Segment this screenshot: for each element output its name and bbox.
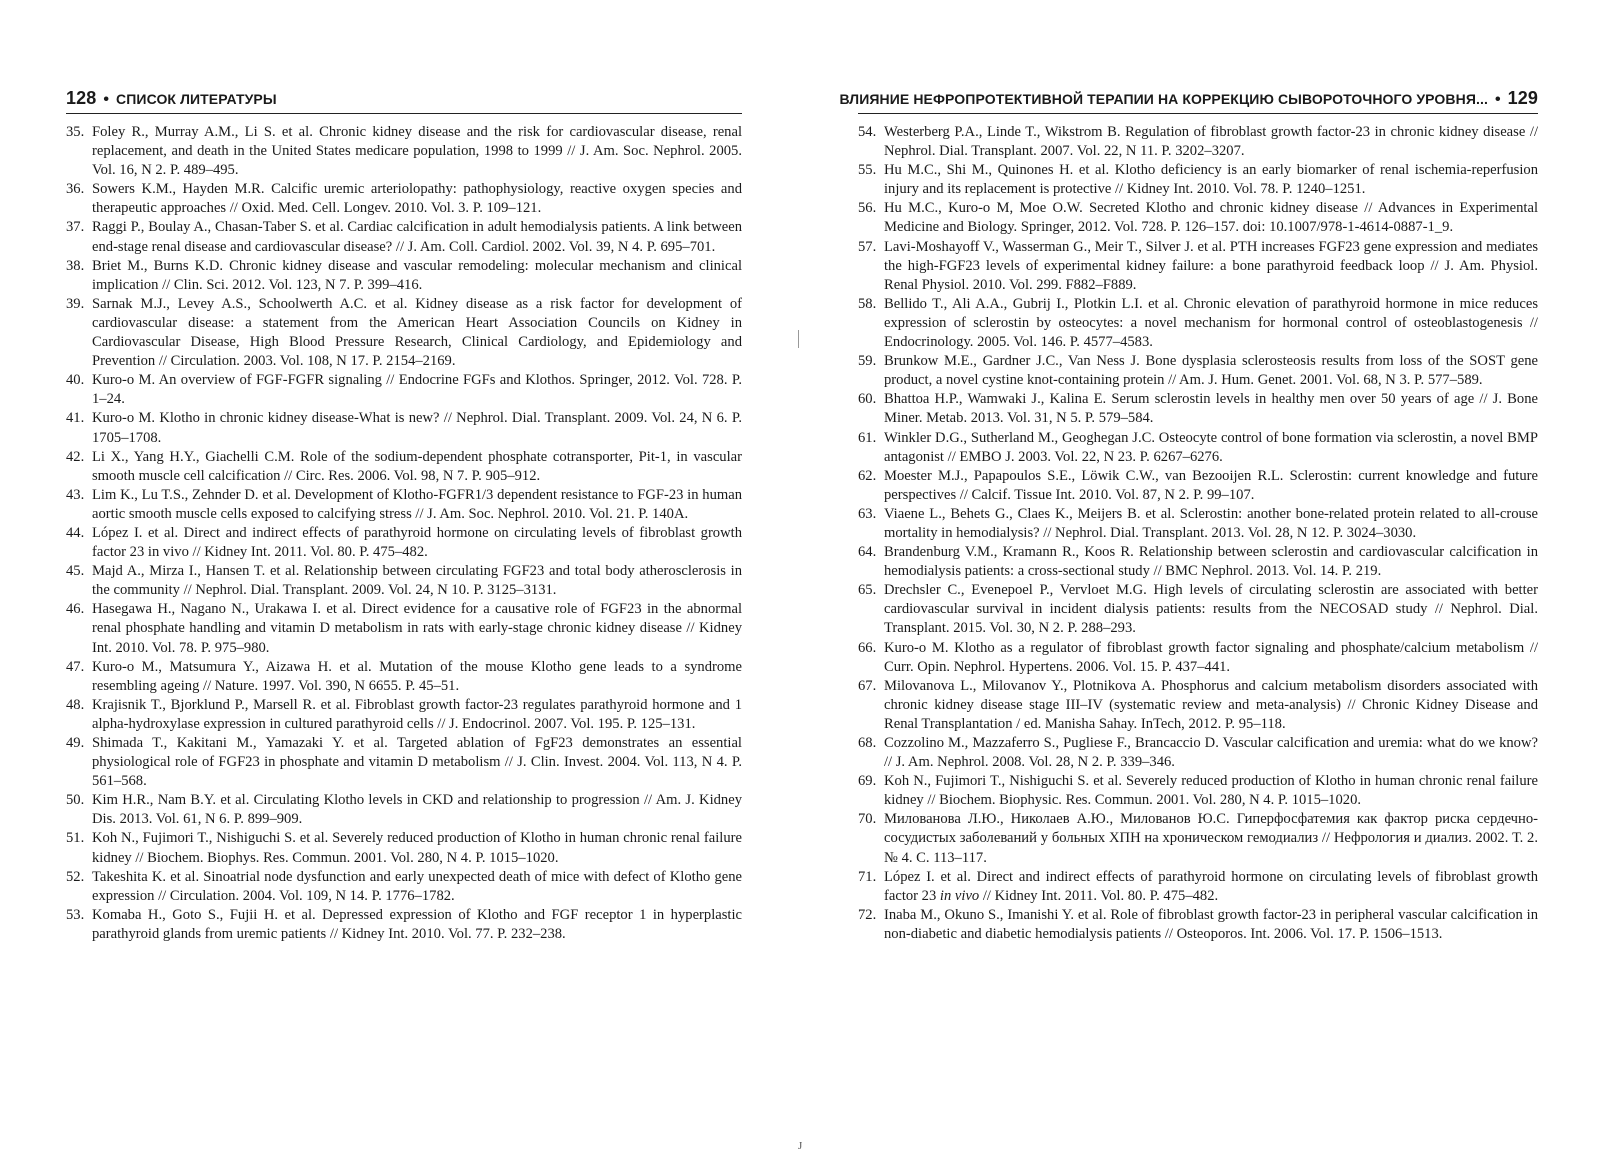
reference-number: 71. (858, 868, 877, 885)
reference-number: 41. (66, 410, 85, 427)
reference-number: 59. (858, 353, 877, 370)
reference-number: 39. (66, 295, 85, 312)
reference-text: Drechsler C., Evenepoel P., Vervloet M.G. High levels of circulating sclerostin are associated with better cardiovascular survival in incident dialysis patients: results from the NECOSAD study // Nephrol. Dial. Transplant. 2015. Vol. 30, N 2. P. 288–293. (884, 582, 1538, 637)
reference-item (858, 429, 1538, 467)
reference-number: 50. (66, 792, 85, 809)
reference-number: 44. (66, 524, 85, 541)
reference-text: Takeshita K. et al. Sinoatrial node dysfunction and early unexpected death of mice with defect of Klotho gene expression // Circulation. 2004. Vol. 109, N 14. P. 1776–1782. (92, 868, 742, 904)
reference-number: 62. (858, 467, 877, 484)
reference-text: Kuro-o M. Klotho as a regulator of fibroblast growth factor signaling and phosphate/calcium metabolism // Curr. Opin. Nephrol. Hypertens. 2006. Vol. 15. P. 437–441. (884, 639, 1538, 675)
reference-text: Cozzolino M., Mazzaferro S., Pugliese F., Brancaccio D. Vascular calcification and uremia: what do we know? // J. Am. Nephrol. 2008. Vol. 28, N 2. P. 339–346. (884, 735, 1538, 771)
reference-item (858, 581, 1538, 638)
reference-text: Komaba H., Goto S., Fujii H. et al. Depressed expression of Klotho and FGF receptor 1 in hyperplastic parathyroid glands from uremic patients // Kidney Int. 2010. Vol. 77. P. 232–238. (92, 906, 742, 942)
reference-text: Raggi P., Boulay A., Chasan-Taber S. et al. Cardiac calcification in adult hemodialysis patients. A link between end-stage renal disease and cardiovascular disease? // J. Am. Coll. Cardiol. 2002. Vol. 39, N 4. P. 695–701. (92, 219, 742, 255)
reference-item (66, 180, 742, 218)
reference-number: 40. (66, 372, 85, 389)
reference-item (858, 868, 1538, 906)
reference-item (66, 371, 742, 409)
reference-item (858, 467, 1538, 505)
reference-item (858, 734, 1538, 772)
reference-number: 43. (66, 486, 85, 503)
reference-item (66, 448, 742, 486)
reference-text: Brunkow M.E., Gardner J.C., Van Ness J. Bone dysplasia sclerosteosis results from loss of the SOST gene product, a novel cystine knot-containing protein // Am. J. Hum. Genet. 2001. Vol. 68, N 3. P. 577–589. (884, 353, 1538, 389)
right-page-header (839, 88, 1538, 114)
reference-item (858, 161, 1538, 199)
reference-number: 47. (66, 658, 85, 675)
reference-number: 54. (858, 124, 877, 140)
reference-item (858, 295, 1538, 352)
reference-item (66, 218, 742, 256)
reference-text: Kim H.R., Nam B.Y. et al. Circulating Klotho levels in CKD and relationship to progression // Am. J. Kidney Dis. 2013. Vol. 61, N 6. P. 899–909. (92, 792, 742, 828)
reference-number: 45. (66, 563, 85, 580)
reference-text-part: López I. et al. Direct and indirect effects of parathyroid hormone on circulating levels of fibroblast growth factor 23 (884, 868, 1538, 904)
reference-item (66, 734, 742, 791)
reference-number: 52. (66, 868, 85, 885)
reference-item (858, 123, 1538, 161)
reference-list-right (858, 123, 1538, 944)
reference-number: 63. (858, 505, 877, 522)
reference-text: Li X., Yang H.Y., Giachelli C.M. Role of the sodium-dependent phosphate cotransporter, Pit-1, in vascular smooth muscle cell calcification // Circ. Res. 2006. Vol. 98, N 7. P. 905–912. (92, 448, 742, 484)
reference-item (66, 524, 742, 562)
reference-number: 67. (858, 677, 877, 694)
reference-item (66, 906, 742, 944)
reference-number: 35. (66, 124, 85, 140)
reference-item (66, 123, 742, 180)
reference-text: Милованова Л.Ю., Николаев А.Ю., Милованов Ю.С. Гиперфосфатемия как фактор риска сердечно-сосудистых заболеваний у больных ХПН на хроническом гемодиализ // Нефрология и диализ. 2002. Т. 2. № 4. С. 113–117. (884, 811, 1538, 866)
reference-item (858, 677, 1538, 734)
reference-number: 60. (858, 391, 877, 408)
reference-number: 61. (858, 429, 877, 446)
reference-text (884, 868, 1538, 906)
reference-number: 36. (66, 181, 85, 198)
reference-text: Westerberg P.A., Linde T., Wikstrom B. Regulation of fibroblast growth factor-23 in chronic kidney disease // Nephrol. Dial. Transplant. 2007. Vol. 22, N 11. P. 3202–3207. (884, 124, 1538, 160)
reference-number: 42. (66, 448, 85, 465)
reference-number: 65. (858, 582, 877, 599)
reference-item (858, 352, 1538, 390)
reference-text: Kuro-o M. An overview of FGF-FGFR signaling // Endocrine FGFs and Klothos. Springer, 2012. Vol. 728. P. 1–24. (92, 372, 742, 408)
reference-text-part: // Kidney Int. 2011. Vol. 80. P. 475–482. (979, 887, 1219, 904)
reference-number: 53. (66, 906, 85, 923)
reference-item (858, 543, 1538, 581)
reference-item (66, 791, 742, 829)
reference-text: Koh N., Fujimori T., Nishiguchi S. et al. Severely reduced production of Klotho in human chronic renal failure kidney // Biochem. Biophys. Res. Commun. 2001. Vol. 280, N 4. P. 1015–1020. (92, 830, 742, 866)
reference-number: 72. (858, 906, 877, 923)
reference-number: 58. (858, 295, 877, 312)
reference-item (66, 658, 742, 696)
reference-text: Viaene L., Behets G., Claes K., Meijers B. et al. Sclerostin: another bone-related protein related to all-crouse mortality in hemodialysis? // Nephrol. Dial. Transplant. 2013. Vol. 28, N 12. P. 3024–3030. (884, 505, 1538, 541)
page-number: 129 (1507, 88, 1538, 108)
reference-item (858, 906, 1538, 944)
reference-number: 49. (66, 735, 85, 751)
reference-number: 46. (66, 601, 85, 618)
header-bullet: • (103, 91, 110, 108)
reference-item (66, 829, 742, 867)
reference-text: Briet M., Burns K.D. Chronic kidney disease and vascular remodeling: molecular mechanism and clinical implication // Clin. Sci. 2012. Vol. 123, N 7. P. 399–416. (92, 257, 742, 293)
reference-text: López I. et al. Direct and indirect effects of parathyroid hormone on circulating levels of fibroblast growth factor 23 in vivo // Kidney Int. 2011. Vol. 80. P. 475–482. (92, 524, 742, 561)
running-title: ВЛИЯНИЕ НЕФРОПРОТЕКТИВНОЙ ТЕРАПИИ НА КОРРЕКЦИЮ СЫВОРОТОЧНОГО УРОВНЯ... (839, 91, 1488, 107)
reference-text: Bhattoa H.P., Wamwaki J., Kalina E. Serum sclerostin levels in healthy men over 50 years of age // J. Bone Miner. Metab. 2013. Vol. 31, N 5. P. 579–584. (884, 391, 1538, 427)
reference-text: Winkler D.G., Sutherland M., Geoghegan J.C. Osteocyte control of bone formation via sclerostin, a novel BMP antagonist // EMBO J. 2003. Vol. 22, N 23. P. 6267–6276. (884, 429, 1538, 465)
reference-text: Sowers K.M., Hayden M.R. Calcific uremic arteriolopathy: pathophysiology, reactive oxygen species and therapeutic approaches // Oxid. Med. Cell. Longev. 2010. Vol. 3. P. 109–121. (92, 181, 742, 217)
reference-text: Koh N., Fujimori T., Nishiguchi S. et al. Severely reduced production of Klotho in human chronic renal failure kidney // Biochem. Biophysic. Res. Commun. 2001. Vol. 280, N 4. P. 1015–1020. (884, 773, 1538, 809)
reference-item (66, 562, 742, 600)
reference-number: 55. (858, 162, 877, 179)
reference-text: Moester M.J., Papapoulos S.E., Löwik C.W., van Bezooijen R.L. Sclerostin: current knowledge and future perspectives // Calcif. Tissue Int. 2010. Vol. 87, N 2. P. 99–107. (884, 467, 1538, 503)
gutter-mark (798, 330, 799, 348)
header-bullet: • (1494, 91, 1501, 108)
right-page (839, 88, 1538, 944)
reference-number: 38. (66, 257, 85, 274)
left-page-header (66, 88, 742, 114)
reference-text: Foley R., Murray A.M., Li S. et al. Chronic kidney disease and the risk for cardiovascular disease, renal replacement, and death in the United States medicare population, 1998 to 1999 // J. Am. Soc. Nephrol. 2005. Vol. 16, N 2. P. 489–495. (92, 124, 742, 179)
reference-number: 51. (66, 830, 85, 847)
page-number: 128 (66, 88, 97, 108)
reference-text: Brandenburg V.M., Kramann R., Koos R. Relationship between sclerostin and cardiovascular calcification in hemodialysis patients: a cross-sectional study // BMC Nephrol. 2013. Vol. 14. P. 219. (884, 544, 1538, 580)
reference-number: 48. (66, 696, 85, 713)
reference-item (858, 810, 1538, 867)
reference-number: 70. (858, 811, 877, 828)
reference-number: 56. (858, 200, 877, 217)
reference-item (858, 505, 1538, 543)
reference-item (66, 486, 742, 524)
reference-item (858, 772, 1538, 810)
reference-item (66, 409, 742, 447)
reference-list-left (66, 123, 742, 944)
reference-text: Shimada T., Kakitani M., Yamazaki Y. et al. Targeted ablation of FgF23 demonstrates an essential physiological role of FGF23 in phosphate and vitamin D metabolism // J. Clin. Invest. 2004. Vol. 113, N 4. P. 561–568. (92, 735, 742, 790)
left-page (66, 88, 742, 944)
reference-text: Bellido T., Ali A.A., Gubrij I., Plotkin L.I. et al. Chronic elevation of parathyroid hormone in mice reduces expression of sclerostin by osteocytes: a novel mechanism for hormonal control of osteoblastogenesis // Endocrinology. 2005. Vol. 146. P. 4577–4583. (884, 295, 1538, 351)
reference-text: Majd A., Mirza I., Hansen T. et al. Relationship between circulating FGF23 and total body atherosclerosis in the community // Nephrol. Dial. Transplant. 2009. Vol. 24, N 10. P. 3125–3131. (92, 563, 742, 599)
reference-text-italic: in vivo (939, 887, 980, 904)
reference-text: Hu M.C., Shi M., Quinones H. et al. Klotho deficiency is an early biomarker of renal ischemia-reperfusion injury and its replacement is protective // Kidney Int. 2010. Vol. 78. P. 1240–1251. (884, 162, 1538, 198)
reference-number: 37. (66, 219, 85, 236)
reference-item (858, 639, 1538, 677)
reference-text: Sarnak M.J., Levey A.S., Schoolwerth A.C. et al. Kidney disease as a risk factor for development of cardiovascular disease: a statement from the American Heart Association Councils on Kidney in Cardiovascular Disease, High Blood Pressure Research, Clinical Cardiology, and Epidemiology and Prevention // Circulation. 2003. Vol. 108, N 17. P. 2154–2169. (92, 295, 742, 370)
reference-number: 64. (858, 544, 877, 561)
reference-item (858, 238, 1538, 295)
footer-mark: J (798, 1140, 803, 1152)
reference-item (66, 257, 742, 295)
reference-text: Lim K., Lu T.S., Zehnder D. et al. Development of Klotho-FGFR1/3 dependent resistance to FGF-23 in human aortic smooth muscle cells exposed to calcifying stress // J. Am. Soc. Nephrol. 2010. Vol. 21. P. 140A. (92, 486, 742, 522)
reference-text: Kuro-o M., Matsumura Y., Aizawa H. et al. Mutation of the mouse Klotho gene leads to a syndrome resembling ageing // Nature. 1997. Vol. 390, N 6655. P. 45–51. (92, 658, 742, 694)
reference-text: Inaba M., Okuno S., Imanishi Y. et al. Role of fibroblast growth factor-23 in peripheral vascular calcification in non-diabetic and diabetic hemodialysis patients // Osteoporos. Int. 2006. Vol. 17. P. 1506–1513. (884, 906, 1538, 942)
reference-text: Kuro-o M. Klotho in chronic kidney disease-What is new? // Nephrol. Dial. Transplant. 2009. Vol. 24, N 6. P. 1705–1708. (92, 410, 742, 446)
reference-text: Milovanova L., Milovanov Y., Plotnikova A. Phosphorus and calcium metabolism disorders associated with chronic kidney disease stage III–IV (systematic review and meta-analysis) // Chronic Kidney Disease and Renal Transplantation / ed. Manisha Sahay. InTech, 2012. P. 95–118. (884, 677, 1538, 732)
reference-text: Krajisnik T., Bjorklund P., Marsell R. et al. Fibroblast growth factor-23 regulates parathyroid hormone and 1 alpha-hydroxylase expression in cultured parathyroid cells // J. Endocrinol. 2007. Vol. 195. P. 125–131. (92, 696, 742, 732)
reference-number: 57. (858, 238, 877, 255)
reference-item (858, 390, 1538, 428)
reference-number: 68. (858, 735, 877, 751)
reference-item (66, 696, 742, 734)
reference-item (66, 868, 742, 906)
reference-text: Hasegawa H., Nagano N., Urakawa I. et al. Direct evidence for a causative role of FGF23 in the abnormal renal phosphate handling and vitamin D metabolism in rats with early-stage chronic kidney disease // Kidney Int. 2010. Vol. 78. P. 975–980. (92, 601, 742, 656)
reference-text: Hu M.C., Kuro-o M, Moe O.W. Secreted Klotho and chronic kidney disease // Advances in Experimental Medicine and Biology. Springer, 2012. Vol. 728. P. 126–157. doi: 10.1007/978-1-4614-0887-1_9. (884, 200, 1538, 236)
reference-item (66, 295, 742, 371)
reference-number: 66. (858, 639, 877, 656)
reference-number: 69. (858, 773, 877, 790)
reference-item (66, 600, 742, 657)
running-title: СПИСОК ЛИТЕРАТУРЫ (116, 91, 277, 107)
reference-item (858, 199, 1538, 237)
reference-text: Lavi-Moshayoff V., Wasserman G., Meir T., Silver J. et al. PTH increases FGF23 gene expression and mediates the high-FGF23 levels of experimental kidney failure: a bone parathyroid feedback loop // J. Am. Physiol. Renal Physiol. 2010. Vol. 299. F882–F889. (884, 238, 1538, 293)
